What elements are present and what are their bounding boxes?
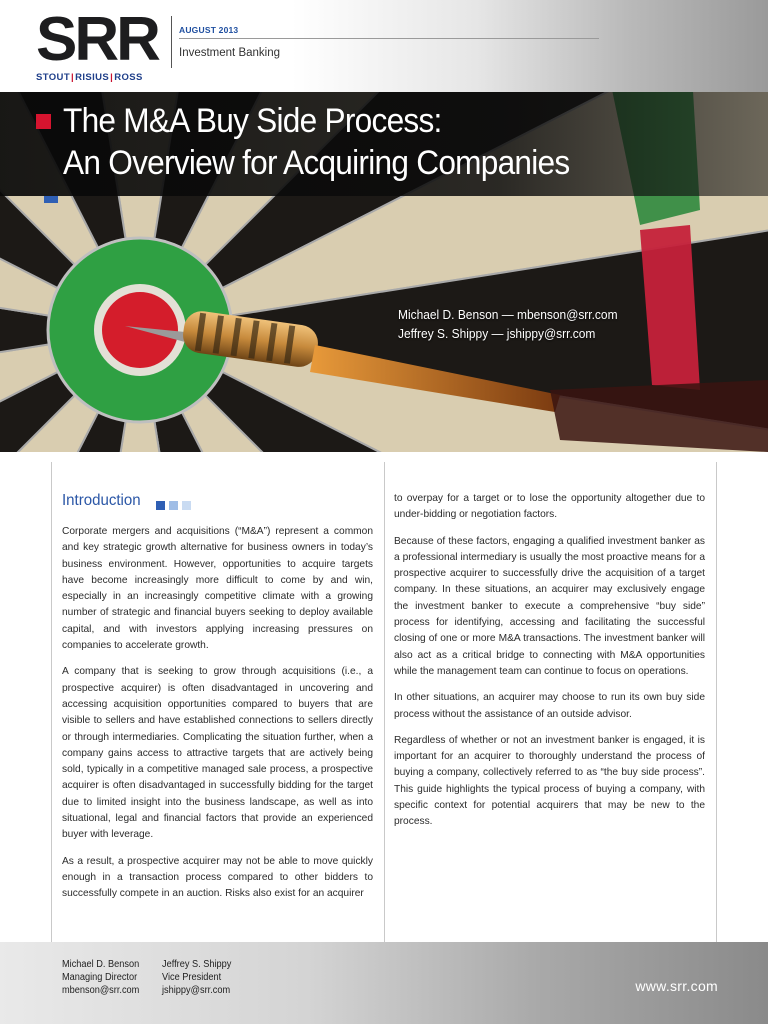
header-rule bbox=[179, 38, 599, 39]
logo-sep: | bbox=[71, 72, 75, 83]
section-label: Investment Banking bbox=[179, 47, 281, 59]
paragraph: Corporate mergers and acquisitions (“M&A”) represent a common and key strategic growth alternative for business owners in today’s business environment. However, opportunities to acquire targets have become increasingly more difficult to come by and win, especially in an increasingly competitive climate with a growing number of strategic and financial buyers seeking to deploy available capital, and with investors applying increasing pressures on companies to accelerate growth. bbox=[62, 526, 373, 652]
column-border-left bbox=[51, 462, 52, 942]
logo-word-stout: STOUT bbox=[36, 72, 71, 83]
contact-email: mbenson@srr.com bbox=[62, 985, 140, 996]
website-url: www.srr.com bbox=[635, 978, 718, 994]
author-line: Jeffrey S. Shippy — jshippy@srr.com bbox=[398, 326, 596, 341]
paragraph: to overpay for a target or to lose the opportunity altogether due to under-bidding or negotiation factors. bbox=[394, 493, 705, 521]
author-list bbox=[398, 305, 618, 343]
paragraph: A company that is seeking to grow through acquisitions (i.e., a prospective acquirer) is often disadvantaged in uncovering and accessing acquisition opportunities compared to buyers that are visible to sellers and have established connections to sellers directly or through intermediaries. Complicating the situation further, when a company gains access to attractive targets that are actively being sold, typically in a competitive managed sale process, a prospective acquirer is often disadvantaged in successfully bidding for the target due to limited insight into the business landscape, as well as into situational, legal and financial factors that provide an experienced buyer with leverage. bbox=[62, 666, 373, 841]
body-column-right bbox=[394, 491, 705, 841]
column-divider bbox=[384, 462, 385, 942]
title-bullet-square bbox=[36, 114, 51, 129]
body-column-left bbox=[62, 524, 373, 913]
logo-word-risius: RISIUS bbox=[75, 72, 110, 83]
issue-date: AUGUST 2013 bbox=[179, 25, 239, 35]
paragraph: In other situations, an acquirer may choose to run its own buy side process without the assistance of an outside advisor. bbox=[394, 692, 705, 720]
accent-square-icon bbox=[182, 501, 191, 510]
logo-mark: SRR bbox=[36, 5, 158, 74]
srr-logo bbox=[36, 5, 164, 83]
section-heading-introduction: Introduction bbox=[62, 492, 141, 509]
paragraph: Because of these factors, engaging a qualified investment banker as a professional intermediary is usually the most proactive means for a prospective acquirer to successfully drive the acquisition of a target company. In these situations, an acquirer may exclusively engage the investment banker to execute a comprehensive “buy side” process for identifying, accessing and facilitating the successful closing of one or more M&A transactions. The investment banker will also act as a critical bridge to connecting with M&A opportunities while the management team can continue to focus on operations. bbox=[394, 535, 705, 677]
contact-email: jshippy@srr.com bbox=[162, 985, 231, 996]
contact-name: Michael D. Benson bbox=[62, 959, 140, 970]
document-title-line-1: The M&A Buy Side Process: bbox=[63, 102, 442, 140]
hero-banner bbox=[0, 0, 768, 452]
contact-role: Managing Director bbox=[62, 972, 138, 983]
contact-name: Jeffrey S. Shippy bbox=[162, 959, 232, 970]
contact-role: Vice President bbox=[162, 972, 222, 983]
author-line: Michael D. Benson — mbenson@srr.com bbox=[398, 307, 618, 322]
blue-accent-tick bbox=[44, 196, 58, 203]
header-divider bbox=[171, 16, 172, 68]
accent-square-icon bbox=[156, 501, 165, 510]
footer-contact-shippy bbox=[162, 958, 231, 997]
logo-sep: | bbox=[110, 72, 114, 83]
footer-contact-benson bbox=[62, 958, 139, 997]
paragraph: Regardless of whether or not an investment banker is engaged, it is important for an acquirer to thoroughly understand the process of buying a company, collectively referred to as “the buy side process”. This guide highlights the typical process of buying a company, with specific context for potential acquirers that may be new to the process. bbox=[394, 734, 705, 828]
accent-square-icon bbox=[169, 501, 178, 510]
paragraph: As a result, a prospective acquirer may not be able to move quickly enough in a transaction process compared to other bidders to successfully compete in an auction. Risks also exist for an acquirer bbox=[62, 855, 373, 900]
document-title-line-2: An Overview for Acquiring Companies bbox=[63, 144, 570, 182]
column-border-right bbox=[716, 462, 717, 942]
logo-word-ross: ROSS bbox=[114, 72, 143, 83]
heading-accent-squares bbox=[156, 497, 195, 515]
